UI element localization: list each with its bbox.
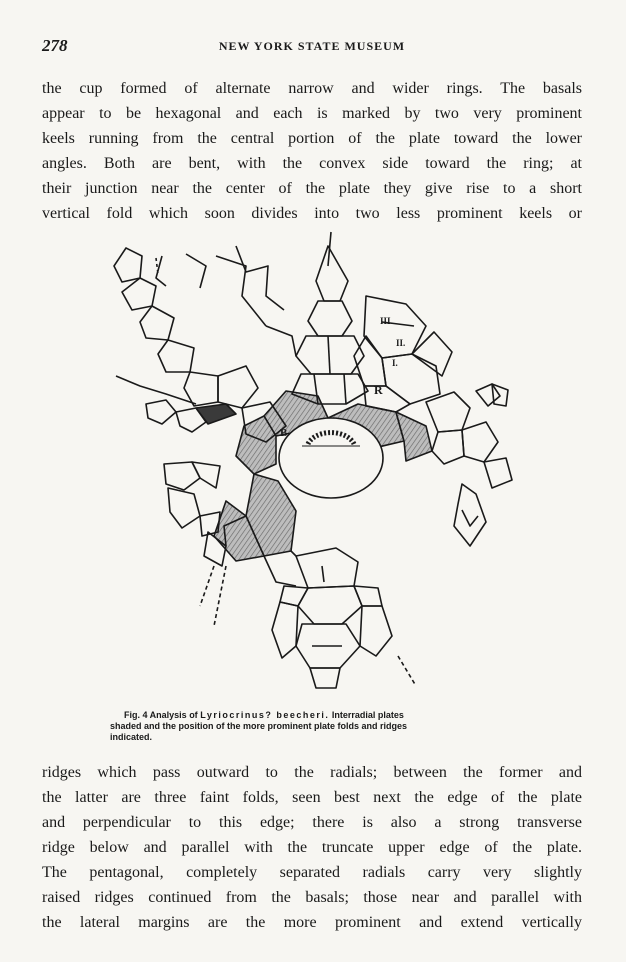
text-line: the lateral margins are the more prominent and extend vertically — [42, 914, 582, 931]
text-line: the latter are three faint folds, seen best next the edge of the plate — [42, 789, 582, 806]
plate-analysis-drawing — [96, 226, 526, 706]
text-line: the cup formed of alternate narrow and wider rings. The basals — [42, 80, 582, 97]
paragraph-top — [42, 76, 582, 226]
text-line: keels running from the central portion of the plate toward the lower — [42, 130, 582, 147]
upper-right-lobe — [354, 296, 452, 412]
left-lower-arm — [164, 462, 226, 626]
label-i: I. — [392, 358, 398, 368]
page-number: 278 — [42, 36, 68, 55]
text-line: and perpendicular to this edge; there is also a strong transverse — [42, 814, 582, 831]
label-basal-b: B — [280, 427, 288, 439]
paragraph-bottom — [42, 760, 582, 935]
bottom-arm — [272, 548, 416, 688]
label-ii: II. — [396, 338, 406, 348]
text-line: angles. Both are bent, with the convex side toward the ring; at — [42, 155, 582, 172]
text-line: The pentagonal, completely separated radials carry very slightly — [42, 864, 582, 881]
text-line: ridges which pass outward to the radials; between the former and — [42, 764, 582, 781]
text-line: their junction near the center of the plate they give rise to a short — [42, 180, 582, 197]
crinoid-plate-diagram — [96, 226, 526, 706]
text-line: appear to be hexagonal and each is marked by two very prominent — [42, 105, 582, 122]
caption-line-2: shaded and the position of the more prominent plate folds and ridges — [110, 721, 408, 731]
running-head: NEW YORK STATE MUSEUM — [218, 39, 406, 53]
right-isolated-plate — [454, 484, 486, 546]
figure-caption — [110, 710, 510, 743]
central-ring — [279, 418, 383, 498]
caption-taxon: Lyriocrinus? beecheri. — [200, 710, 330, 720]
page-header — [42, 36, 582, 58]
caption-line1-rest: Interradial plates — [329, 710, 404, 720]
caption-line-1 — [110, 710, 510, 721]
label-radial-r: R — [374, 383, 383, 397]
text-line: ridge below and parallel with the truncate upper edge of the plate. — [42, 839, 582, 856]
caption-line-3: indicated. — [110, 732, 153, 742]
caption-prefix: Fig. 4 Analysis of — [124, 710, 201, 720]
label-iii: III. — [380, 316, 393, 326]
top-arm — [292, 232, 368, 404]
right-arm — [426, 384, 512, 488]
text-line: vertical fold which soon divides into two less prominent keels or — [42, 205, 582, 222]
text-line: raised ridges continued from the basals; those near and parallel with — [42, 889, 582, 906]
